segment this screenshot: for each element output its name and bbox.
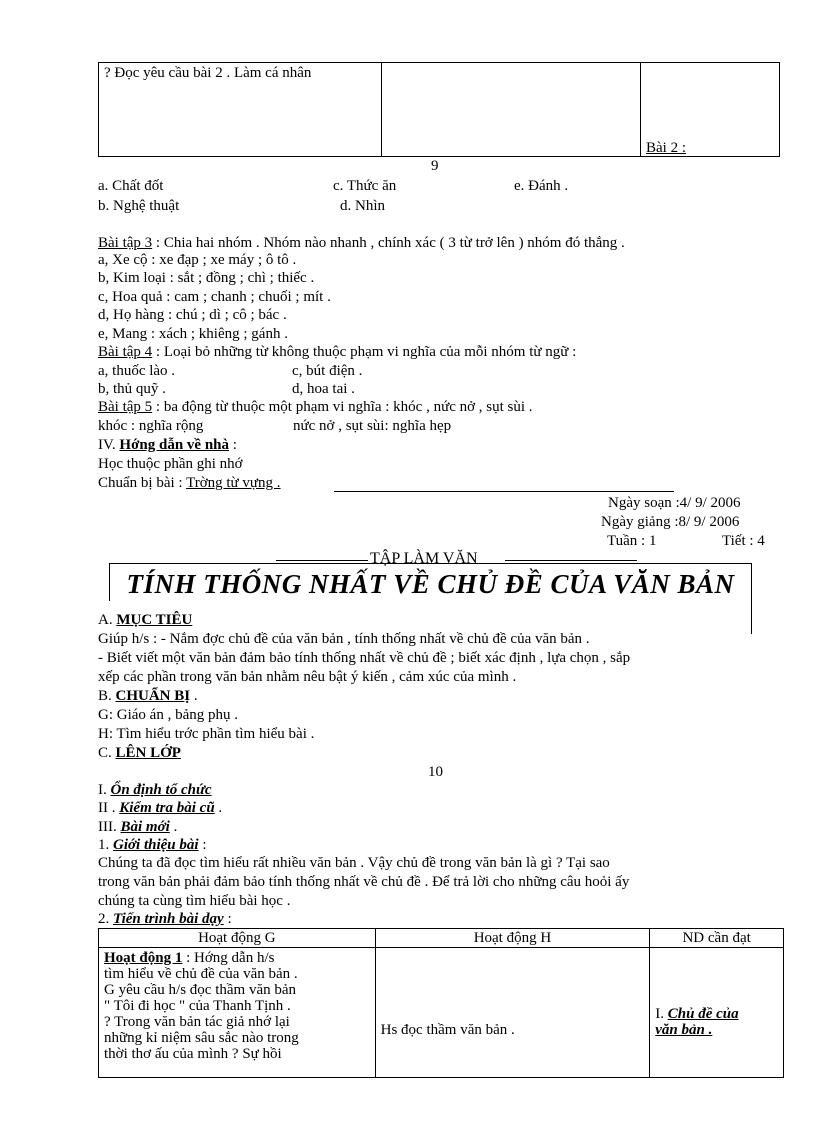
g-line-5: những kỉ niệm sâu sắc nào trong <box>104 1030 299 1046</box>
step-3-1 <box>98 837 206 853</box>
intro-line1: Chúng ta đã đọc tìm hiểu rất nhiều văn bản . Vậy chủ đề trong văn bản là gì ? Tại sao <box>98 855 610 871</box>
top-table-col2 <box>382 63 641 157</box>
step-2-suffix: . <box>214 800 223 816</box>
header-nd-can-dat: ND cần đạt <box>650 929 784 948</box>
lesson-title-box <box>109 563 752 601</box>
g-line-3: " Tôi đi học " của Thanh Tịnh . <box>104 998 291 1014</box>
step-3-1-label: Giới thiệu bài <box>113 837 199 853</box>
bt3-item-a: a, Xe cộ : xe đạp ; xe máy ; ô tô . <box>98 252 297 268</box>
home-label: Hớng dẫn về nhà <box>119 437 229 453</box>
subject-line-left <box>276 560 368 561</box>
bt3-item-d: d, Họ hàng : chú ; dì ; cô ; bác . <box>98 307 287 323</box>
main-table <box>98 928 784 1078</box>
top-table-col3 <box>641 63 780 157</box>
bt3-heading <box>98 235 625 251</box>
home-line2-prefix: Chuẩn bị bài : <box>98 475 187 491</box>
bt5-narrow: nức nở , sụt sùi: nghĩa hẹp <box>293 418 452 434</box>
step-1-prefix: I. <box>98 782 111 798</box>
tuan: Tuần : 1 <box>607 533 657 549</box>
header-hoat-dong-g: Hoạt động G <box>99 929 376 948</box>
bt4-label: Bài tập 4 <box>98 344 153 360</box>
subject-line-right <box>505 560 637 561</box>
g-line-0-text: : Hớng dẫn h/s <box>182 950 275 966</box>
nd-label-1: Chủ đề của <box>667 1006 739 1022</box>
home-line2 <box>98 475 281 491</box>
option-e: e. Đánh . <box>514 178 569 194</box>
step-3-suffix: . <box>169 819 178 835</box>
steps2-suffix: : <box>223 911 232 927</box>
g-line-4: ? Trong văn bản tác giả nhớ lại <box>104 1014 290 1030</box>
bt3-item-c: c, Hoa quả : cam ; chanh ; chuối ; mít . <box>98 289 331 305</box>
h-activity-cell <box>375 948 650 1078</box>
nd-label-2: văn bản . <box>655 1022 713 1038</box>
section-a-line3: xếp các phần trong văn bản nhằm nêu bật ý kiến , cảm xúc của mình . <box>98 669 517 685</box>
bt4-d: d, hoa tai . <box>292 381 355 397</box>
section-c-heading <box>98 745 181 761</box>
home-heading <box>98 437 237 453</box>
step-3-label: Bài mới <box>120 819 170 835</box>
section-b-suffix: . <box>190 688 198 704</box>
page-number-9: 9 <box>431 158 439 174</box>
home-suffix: : <box>229 437 237 453</box>
option-c: c. Thức ăn <box>333 178 397 194</box>
steps2-heading <box>98 911 232 927</box>
bt5-label: Bài tập 5 <box>98 399 153 415</box>
section-b-heading <box>98 688 198 704</box>
option-a: a. Chất đốt <box>98 178 164 194</box>
option-d: d. Nhìn <box>340 198 385 214</box>
bt5-text: : ba động từ thuộc một phạm vi nghĩa : khóc , nức nở , sụt sùi . <box>152 399 533 415</box>
step-2-label: Kiểm tra bài cũ <box>119 800 215 816</box>
g-line-1: tìm hiểu về chủ đề của văn bản . <box>104 966 298 982</box>
header-hoat-dong-h: Hoạt động H <box>375 929 650 948</box>
section-c-prefix: C. <box>98 745 116 761</box>
subject: TẬP LÀM VĂN <box>370 550 478 567</box>
section-a-heading <box>98 612 192 628</box>
bt3-text: : Chia hai nhóm . Nhóm nào nhanh , chính xác ( 3 từ trở lên ) nhóm đó thắng . <box>152 235 625 251</box>
section-a-line2: - Biết viết một văn bản đảm bảo tính thống nhất về chủ đề ; biết xác định , lựa chọn , sắp <box>98 650 631 666</box>
bt4-a: a, thuốc lào . <box>98 363 176 379</box>
top-table-col1: ? Đọc yêu cầu bài 2 . Làm cá nhân <box>99 63 382 157</box>
section-b-prefix: B. <box>98 688 116 704</box>
section-b-line2: H: Tìm hiểu trớc phần tìm hiểu bài . <box>98 726 315 742</box>
intro-line2: trong văn bản phải đảm bảo tính thống nhất về chủ đề . Để trả lời cho những câu hoỏi ấy <box>98 874 630 890</box>
g-activity-cell <box>99 948 376 1078</box>
g-line-2: G yêu cầu h/s đọc thầm văn bản <box>104 982 297 998</box>
bt4-text: : Loại bỏ những từ không thuộc phạm vi nghĩa của mỗi nhóm từ ngữ : <box>152 344 577 360</box>
step-1 <box>98 782 212 798</box>
option-b: b. Nghệ thuật <box>98 198 180 214</box>
section-b-line1: G: Giáo án , bảng phụ . <box>98 707 238 723</box>
top-table <box>98 62 780 157</box>
step-2-prefix: II . <box>98 800 120 816</box>
tiet: Tiết : 4 <box>722 533 765 549</box>
step-3-prefix: III. <box>98 819 121 835</box>
section-b-label: CHUẨN BỊ <box>115 688 191 704</box>
ngay-giang: Ngày giảng :8/ 9/ 2006 <box>601 514 740 530</box>
section-a-prefix: A. <box>98 612 117 628</box>
bai2-label: Bài 2 : <box>646 140 686 156</box>
section-c-label: LÊN LỚP <box>115 745 181 761</box>
home-line1: Học thuộc phần ghi nhớ <box>98 456 243 472</box>
bt4-b: b, thủ quỹ . <box>98 381 166 397</box>
g-activity-label: Hoạt động 1 <box>104 950 183 966</box>
home-line2-link: Trờng từ vựng . <box>186 475 281 491</box>
intro-line3: chúng ta cùng tìm hiểu bài học . <box>98 893 291 909</box>
ngay-soan: Ngày soạn :4/ 9/ 2006 <box>608 495 741 511</box>
bt4-heading <box>98 344 576 360</box>
bt3-label: Bài tập 3 <box>98 235 153 251</box>
title-box-bottom-right <box>751 600 752 634</box>
section-a-line1: Giúp h/s : - Nắm đợc chủ đề của văn bản , tính thống nhất về chủ đề của văn bản . <box>98 631 590 647</box>
step-2 <box>98 800 222 816</box>
step-3 <box>98 819 177 835</box>
home-separator <box>334 491 674 492</box>
g-line-6: thời thơ ấu của mình ? Sự hồi <box>104 1046 282 1062</box>
section-a-label: MỤC TIÊU <box>116 612 193 628</box>
h-activity-text: Hs đọc thầm văn bản . <box>380 1022 515 1038</box>
home-prefix: IV. <box>98 437 120 453</box>
bt5-heading <box>98 399 533 415</box>
bt3-item-b: b, Kim loại : sắt ; đồng ; chì ; thiếc . <box>98 270 315 286</box>
nd-prefix: I. <box>655 1006 668 1022</box>
steps2-prefix: 2. <box>98 911 113 927</box>
steps2-label: Tiến trình bài dạy <box>113 911 224 927</box>
lesson-title: TÍNH THỐNG NHẤT VỀ CHỦ ĐỀ CỦA VĂN BẢN <box>126 569 735 599</box>
nd-line1 <box>655 1006 778 1022</box>
step-3-1-prefix: 1. <box>98 837 113 853</box>
bt3-item-e: e, Mang : xách ; khiêng ; gánh . <box>98 326 288 342</box>
g-line-0 <box>104 950 370 966</box>
nd-line2 <box>655 1022 778 1038</box>
bt5-broad: khóc : nghĩa rộng <box>98 418 204 434</box>
nd-cell <box>650 948 784 1078</box>
step-1-label: Ổn định tổ chức <box>110 782 212 798</box>
page-number-10: 10 <box>428 764 443 780</box>
bt4-c: c, bút điện . <box>292 363 363 379</box>
step-3-1-suffix: : <box>198 837 207 853</box>
